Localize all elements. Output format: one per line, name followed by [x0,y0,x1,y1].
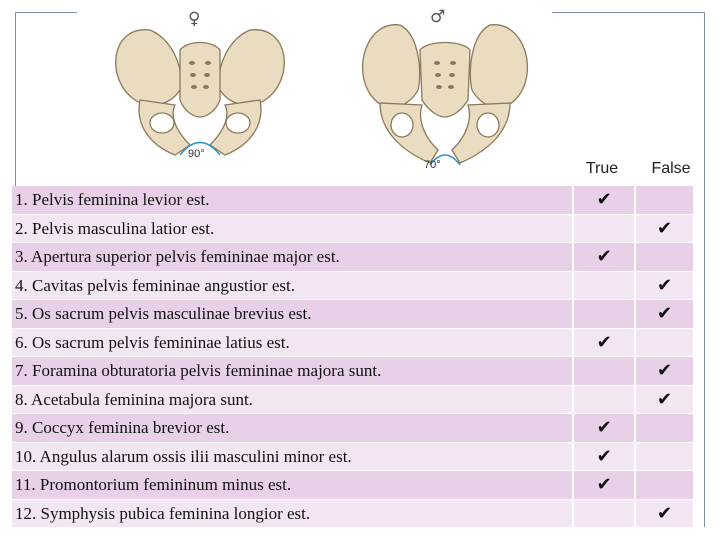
female-pelvis [116,30,285,155]
female-symbol-icon: ♀ [188,9,201,29]
true-cell [572,215,634,243]
false-cell [634,471,693,499]
true-cell: ✔ [572,414,634,442]
false-cell: ✔ [634,500,693,528]
statement-text: 10. Angulus alarum ossis ilii masculini minor est. [15,446,352,466]
statement-text: 8. Acetabula feminina majora sunt. [15,389,253,409]
true-cell: ✔ [572,243,634,271]
false-cell [634,329,693,357]
true-cell [572,500,634,528]
male-angle-label: 70° [424,159,441,171]
statements-table [12,186,693,528]
frame-top-line-right [552,12,704,13]
statement-text: 2. Pelvis masculina latior est. [15,218,215,238]
false-cell: ✔ [634,386,693,414]
table-row [12,357,693,386]
statement-text: 5. Os sacrum pelvis masculinae brevius est. [15,304,312,323]
false-cell: ✔ [634,357,693,385]
frame-top-line-left [15,12,77,13]
statement-text: 9. Coccyx feminina brevior est. [15,418,230,437]
true-cell: ✔ [572,329,634,357]
table-row [12,272,693,301]
true-cell [572,357,634,385]
table-row [12,329,693,358]
true-cell [572,386,634,414]
true-cell: ✔ [572,443,634,471]
male-pelvis [363,25,528,163]
true-cell [572,272,634,300]
statement-text: 12. Symphysis pubica feminina longior est. [15,503,311,523]
true-cell: ✔ [572,471,634,499]
female-angle-label: 90° [188,148,205,160]
table-row [12,386,693,415]
male-symbol-icon: ♂ [430,7,446,27]
frame-right-line [704,12,705,527]
false-cell [634,243,693,271]
statement-text: 6. Os sacrum pelvis femininae latius est. [15,332,290,352]
false-cell [634,414,693,442]
statement-text: 7. Foramina obturatoria pelvis femininae majora sunt. [15,361,382,380]
statement-text: 4. Cavitas pelvis femininae angustior est. [15,275,295,295]
statement-text: 1. Pelvis feminina levior est. [15,190,210,209]
table-row [12,500,693,529]
statement-text: 3. Apertura superior pelvis femininae major est. [15,247,340,266]
table-row [12,215,693,244]
table-row [12,300,693,329]
false-cell [634,186,693,214]
table-row [12,414,693,443]
true-cell: ✔ [572,186,634,214]
false-cell: ✔ [634,300,693,328]
false-cell: ✔ [634,272,693,300]
true-column-header: True [585,160,619,177]
false-cell [634,443,693,471]
table-row [12,471,693,500]
false-cell: ✔ [634,215,693,243]
false-column-header: False [651,160,691,177]
frame-left-line [15,12,16,186]
pelvis-illustration [80,5,550,180]
statement-text: 11. Promontorium femininum minus est. [15,475,292,494]
true-cell [572,300,634,328]
table-row [12,443,693,472]
table-row [12,243,693,272]
pelvis-figure [80,5,550,180]
table-row [12,186,693,215]
